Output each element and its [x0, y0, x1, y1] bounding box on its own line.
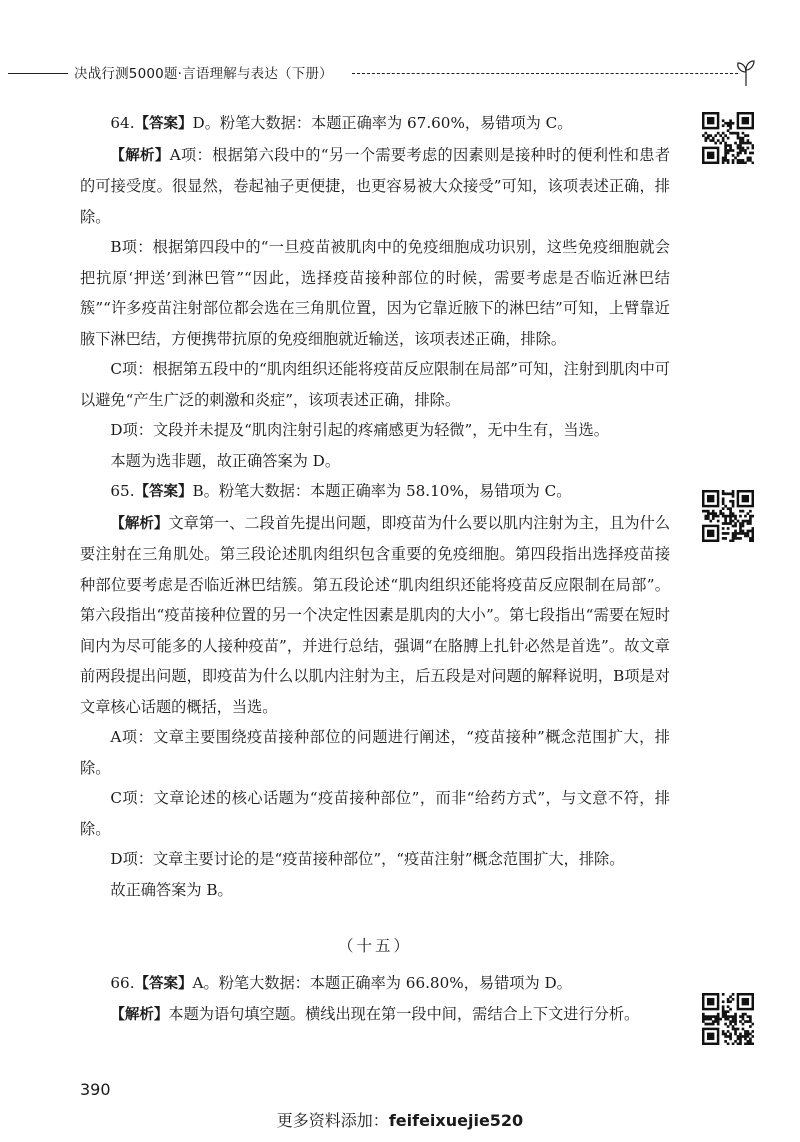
section-heading: （十五）	[337, 937, 412, 955]
q64-answer-text: D。粉笔大数据：本题正确率为 67.60%，易错项为 C。	[192, 114, 573, 132]
answer-label: 【答案】	[134, 484, 193, 500]
q64-option-a: A项：根据第六段中的“另一个需要考虑的因素则是接种时的便利性和患者的可接受度。很显然，卷起袖子更便捷，也更容易被大众接受”可知，该项表述正确，排除。	[80, 145, 671, 226]
q66-number: 66.	[110, 973, 135, 992]
q64-conclusion: 本题为选非题，故正确答案为 D。	[110, 451, 341, 470]
answer-label: 【答案】	[134, 975, 193, 992]
q64-answer	[80, 108, 670, 140]
q66-answer	[80, 968, 670, 1000]
answer-label: 【答案】	[134, 116, 193, 132]
q66-analysis	[80, 999, 670, 1031]
q65-number: 65.	[110, 482, 135, 500]
q65-option-d: D项：文章主要讨论的是“疫苗接种部位”，“疫苗注射”概念范围扩大，排除。	[110, 850, 625, 868]
q65-option-c: C项：文章论述的核心话题为“疫苗接种部位”，而非“给药方式”，与文意不符，排除。	[80, 789, 670, 838]
footer-contact: feifeixuejie520	[388, 1111, 524, 1130]
q64-option-b: B项：根据第四段中的“一旦疫苗被肌肉中的免疫细胞成功识别，这些免疫细胞就会把抗原‘押送’到淋巴管”“因此，选择疫苗接种部位的时候，需要考虑是否临近淋巴结簇”“许多疫苗注射部位都会选在三角肌位置，因为它靠近腋下的淋巴结”可知，上臂靠近腋下淋巴结，方便携带抗原的免疫细胞就近输送，该项表述正确，排除。	[80, 238, 670, 348]
qr-code-icon[interactable]	[702, 993, 754, 1045]
q65-answer-text: B。粉笔大数据：本题正确率为 58.10%，易错项为 C。	[192, 482, 572, 500]
page-content	[80, 108, 670, 1031]
q65-conclusion: 故正确答案为 B。	[110, 880, 233, 899]
q64-analysis	[80, 140, 670, 233]
q64-number: 64.	[110, 114, 135, 132]
qr-code-icon[interactable]	[702, 112, 754, 164]
page-number: 390	[80, 1080, 111, 1099]
q65-answer	[80, 476, 670, 508]
q65-option-a: A项：文章主要围绕疫苗接种部位的问题进行阐述，“疫苗接种”概念范围扩大，排除。	[80, 728, 670, 777]
header-rule-left	[8, 73, 68, 74]
footer-note	[0, 1108, 800, 1131]
header-rule-right	[352, 73, 738, 74]
analysis-label: 【解析】	[110, 147, 170, 164]
q65-analysis	[80, 508, 670, 723]
running-header	[0, 58, 800, 88]
footer-prefix: 更多资料添加：	[276, 1111, 389, 1130]
q66-analysis-text: 本题为语句填空题。横线出现在第一段中间，需结合上下文进行分析。	[168, 1005, 640, 1023]
qr-code-icon[interactable]	[702, 490, 754, 542]
book-title: 决战行测5000题·言语理解与表达（下册）	[74, 66, 333, 82]
q66-answer-text: A。粉笔大数据：本题正确率为 66.80%，易错项为 D。	[192, 973, 572, 992]
q64-option-c: C项：根据第五段中的“肌肉组织还能将疫苗反应限制在局部”可知，注射到肌肉中可以避免“产生广泛的刺激和炎症”，该项表述正确，排除。	[80, 360, 670, 409]
analysis-label: 【解析】	[110, 515, 169, 532]
q64-option-d: D项：文段并未提及“肌肉注射引起的疼痛感更为轻微”，无中生有，当选。	[110, 421, 609, 439]
sprout-icon	[734, 58, 758, 88]
analysis-label: 【解析】	[110, 1007, 169, 1023]
q65-analysis-text: 文章第一、二段首先提出问题，即疫苗为什么要以肌内注射为主，且为什么要注射在三角肌处。第三段论述肌肉组织包含重要的免疫细胞。第四段指出选择疫苗接种部位要考虑是否临近淋巴结簇。第五段论述“肌肉组织还能将疫苗反应限制在局部”。第六段指出“疫苗接种位置的另一个决定性因素是肌肉的大小”。第七段指出“需要在短时间内为尽可能多的人接种疫苗”，并进行总结，强调“在胳膊上扎针必然是首选”。故文章前两段提出问题，即疫苗为什么以肌内注射为主，后五段是对问题的解释说明，B项是对文章核心话题的概括，当选。	[80, 513, 670, 716]
